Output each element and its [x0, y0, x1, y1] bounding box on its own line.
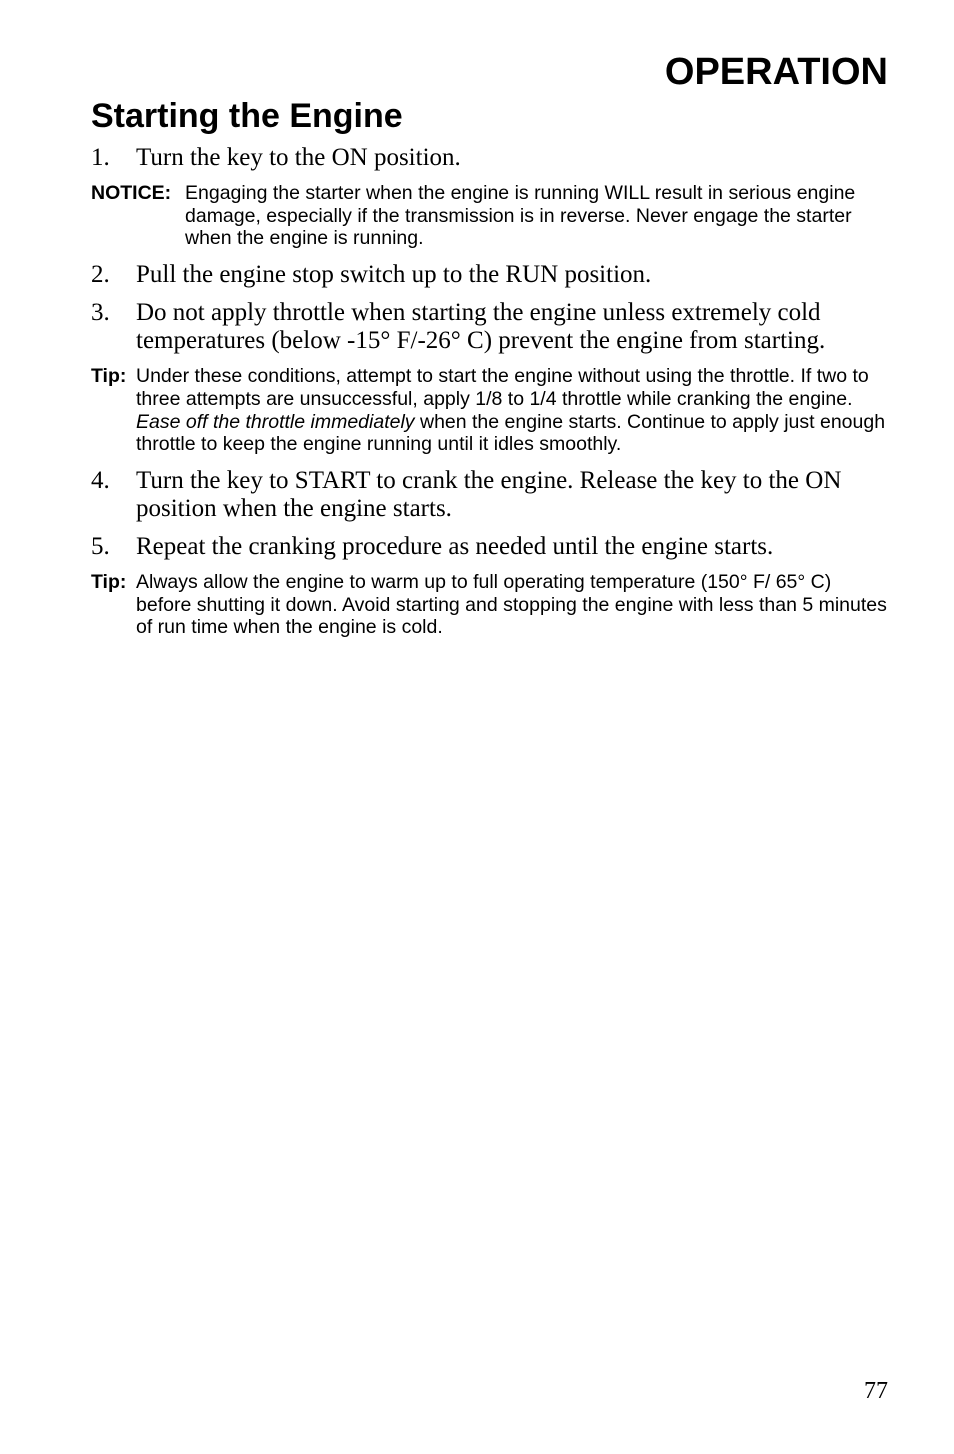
step-text: Turn the key to START to crank the engine. Release the key to the ON position when the engine starts. [136, 466, 842, 522]
tip-label: Tip: [91, 365, 127, 388]
step-text: Do not apply throttle when starting the engine unless extremely cold temperatures (below -15° F/-26° C) prevent the engine from starting. [136, 299, 826, 355]
step-number: 4. [91, 466, 110, 494]
tip-text-after: when the engine starts. Continue to apply just enough throttle to keep the engine running until it idles smoothly. [136, 410, 886, 456]
step-3 [91, 299, 889, 355]
tip-box-2 [91, 571, 889, 639]
tip-text-before: Under these conditions, attempt to start the engine without using the throttle. If two to three attempts are unsuccessful, apply 1/8 to 1/4 throttle while cranking the engine. [136, 365, 869, 410]
step-text: Pull the engine stop switch up to the RUN position. [136, 261, 652, 289]
page-number: 77 [864, 1378, 888, 1404]
tip-text: Always allow the engine to warm up to full operating temperature (150° F/ 65° C) before shutting it down. Avoid starting and stopping the engine with less than 5 minutes of run time when the engine is cold. [136, 570, 887, 639]
instructions [91, 144, 889, 650]
tip-label: Tip: [91, 570, 127, 593]
step-number: 3. [91, 299, 110, 327]
step-number: 2. [91, 261, 110, 289]
step-text: Turn the key to the ON position. [136, 144, 461, 171]
tip-text-emphasis: Ease off the throttle immediately [136, 410, 415, 433]
step-number: 5. [91, 532, 110, 560]
step-5 [91, 533, 889, 561]
step-2 [91, 261, 889, 289]
step-text: Repeat the cranking procedure as needed until the engine starts. [136, 532, 774, 560]
step-1 [91, 144, 889, 172]
tip-box-1 [91, 365, 889, 456]
chapter-title: OPERATION [664, 51, 888, 93]
step-4 [91, 467, 889, 523]
step-number: 1. [91, 144, 110, 171]
notice-label: NOTICE: [91, 182, 172, 204]
notice-box [91, 182, 889, 250]
tip-text [136, 365, 889, 456]
section-title: Starting the Engine [91, 97, 403, 135]
notice-text: Engaging the starter when the engine is running WILL result in serious engine damage, especially if the transmission is in reverse. Never engage the starter when the engine is running. [185, 182, 856, 250]
